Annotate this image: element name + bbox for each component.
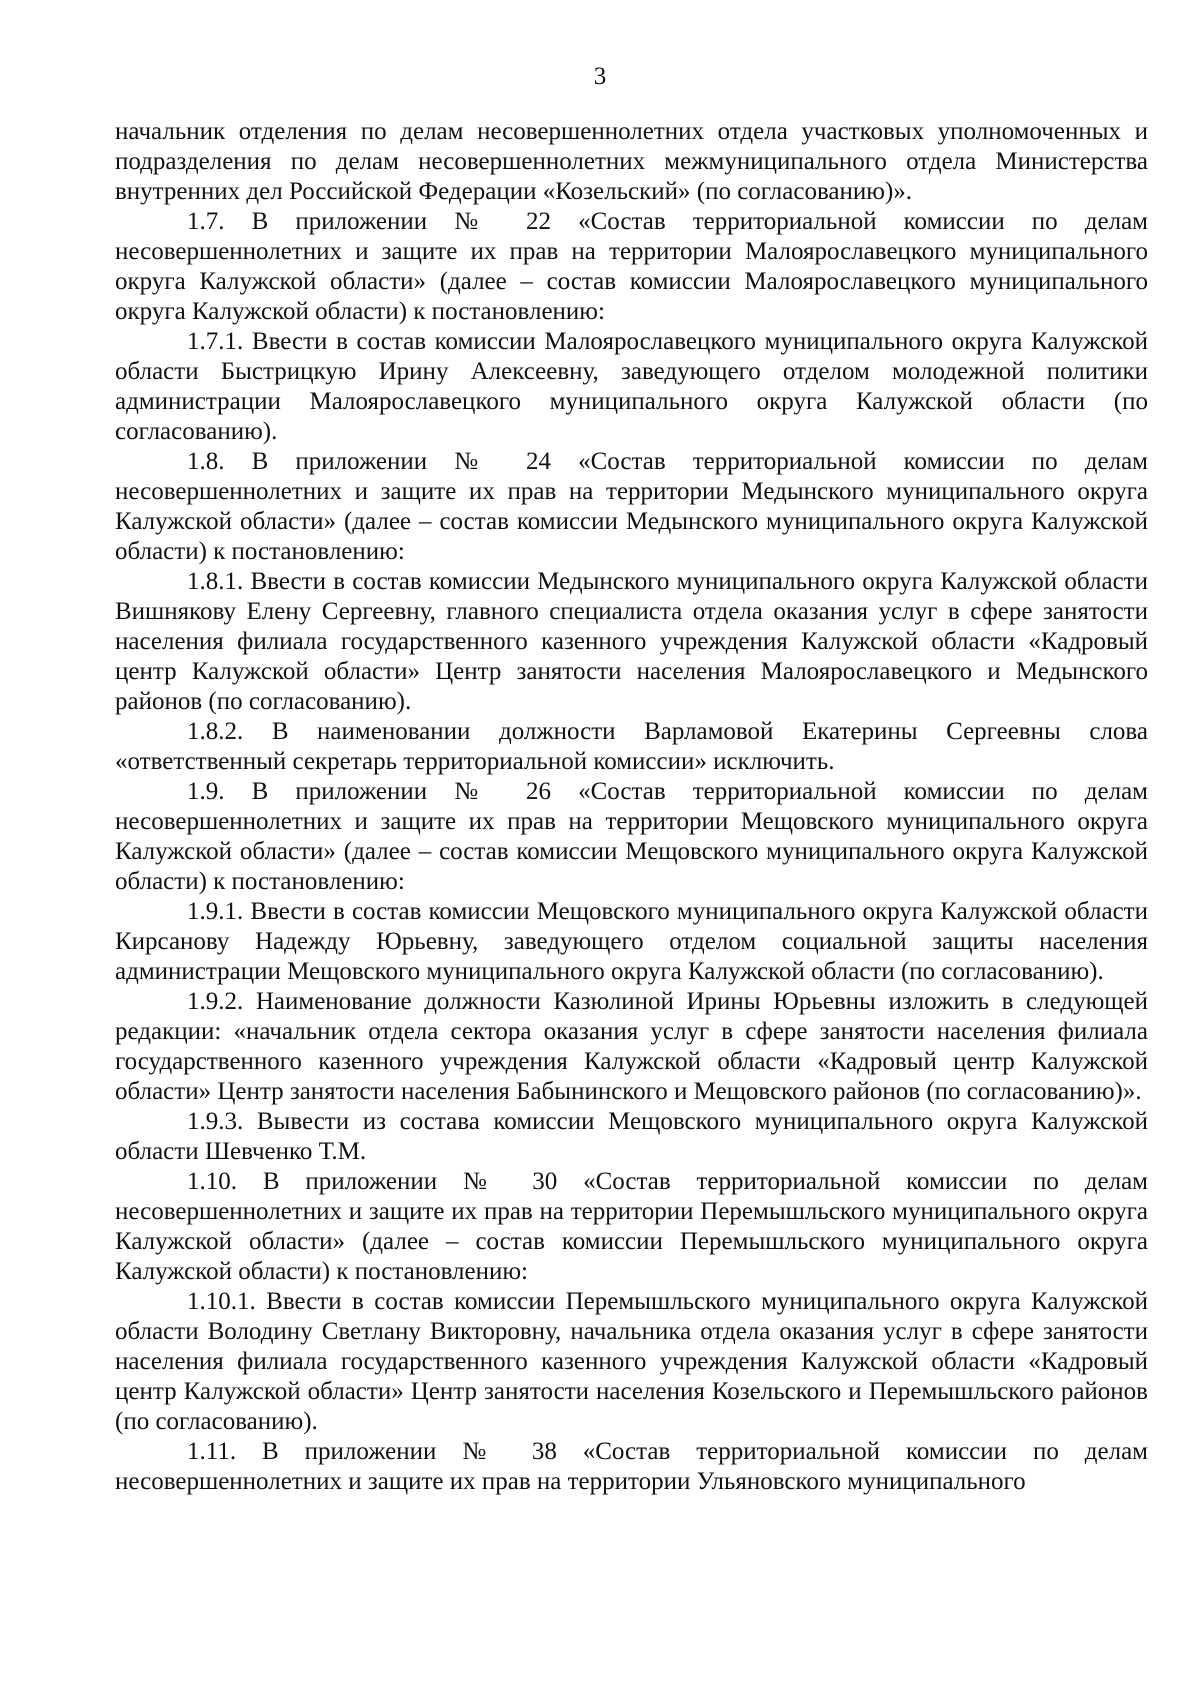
document-body xyxy=(115,117,1148,1497)
paragraph-1-9-3: 1.9.3. Вывести из состава комиссии Мещовского муниципального округа Калужской области Шевченко Т.М. xyxy=(115,1108,1148,1165)
paragraph-1-8: 1.8. В приложении № 24 «Состав территориальной комиссии по делам несовершеннолетних и защите их прав на территории Медынского муниципального округа Калужской области» (далее – состав комиссии Медынского муниципального округа Калужской области) к постановлению: xyxy=(115,448,1148,565)
page-number: 3 xyxy=(593,63,607,90)
paragraph-1-9: 1.9. В приложении № 26 «Состав территориальной комиссии по делам несовершеннолетних и защите их прав на территории Мещовского муниципального округа Калужской области» (далее – состав комиссии Мещовского муниципального округа Калужской области) к постановлению: xyxy=(115,778,1148,895)
paragraph-1-10-1: 1.10.1. Ввести в состав комиссии Перемышльского муниципального округа Калужской области Володину Светлану Викторовну, начальника отдела оказания услуг в сфере занятости населения филиала государственного казенного учреждения Калужской области «Кадровый центр Калужской области» Центр занятости населения Козельского и Перемышльского районов (по согласованию). xyxy=(115,1288,1148,1435)
paragraph-1-11: 1.11. В приложении № 38 «Состав территориальной комиссии по делам несовершеннолетних и защите их прав на территории Ульяновского муниципального xyxy=(115,1438,1148,1495)
paragraph-1-7: 1.7. В приложении № 22 «Состав территориальной комиссии по делам несовершеннолетних и защите их прав на территории Малоярославецкого муниципального округа Калужской области» (далее – состав комиссии Малоярославецкого муниципального округа Калужской области) к постановлению: xyxy=(115,208,1148,325)
paragraph-1-8-2: 1.8.2. В наименовании должности Варламовой Екатерины Сергеевны слова «ответственный секретарь территориальной комиссии» исключить. xyxy=(115,718,1148,775)
paragraph-1-10: 1.10. В приложении № 30 «Состав территориальной комиссии по делам несовершеннолетних и защите их прав на территории Перемышльского муниципального округа Калужской области» (далее – состав комиссии Перемышльского муниципального округа Калужской области) к постановлению: xyxy=(115,1168,1148,1285)
paragraph-1-9-2: 1.9.2. Наименование должности Казюлиной Ирины Юрьевны изложить в следующей редакции: «начальник отдела сектора оказания услуг в сфере занятости населения филиала государственного казенного учреждения Калужской области «Кадровый центр Калужской области» Центр занятости населения Бабынинского и Мещовского районов (по согласованию)». xyxy=(115,988,1148,1105)
paragraph-1-9-1: 1.9.1. Ввести в состав комиссии Мещовского муниципального округа Калужской области Кирсанову Надежду Юрьевну, заведующего отделом социальной защиты населения администрации Мещовского муниципального округа Калужской области (по согласованию). xyxy=(115,898,1148,985)
paragraph-1-8-1: 1.8.1. Ввести в состав комиссии Медынского муниципального округа Калужской области Вишнякову Елену Сергеевну, главного специалиста отдела оказания услуг в сфере занятости населения филиала государственного казенного учреждения Калужской области «Кадровый центр Калужской области» Центр занятости населения Малоярославецкого и Медынского районов (по согласованию). xyxy=(115,568,1148,715)
paragraph-continuation: начальник отделения по делам несовершеннолетних отдела участковых уполномоченных и подразделения по делам несовершеннолетних межмуниципального отдела Министерства внутренних дел Российской Федерации «Козельский» (по согласованию)». xyxy=(115,118,1148,205)
paragraph-1-7-1: 1.7.1. Ввести в состав комиссии Малоярославецкого муниципального округа Калужской области Быстрицкую Ирину Алексеевну, заведующего отделом молодежной политики администрации Малоярославецкого муниципального округа Калужской области (по согласованию). xyxy=(115,328,1148,445)
